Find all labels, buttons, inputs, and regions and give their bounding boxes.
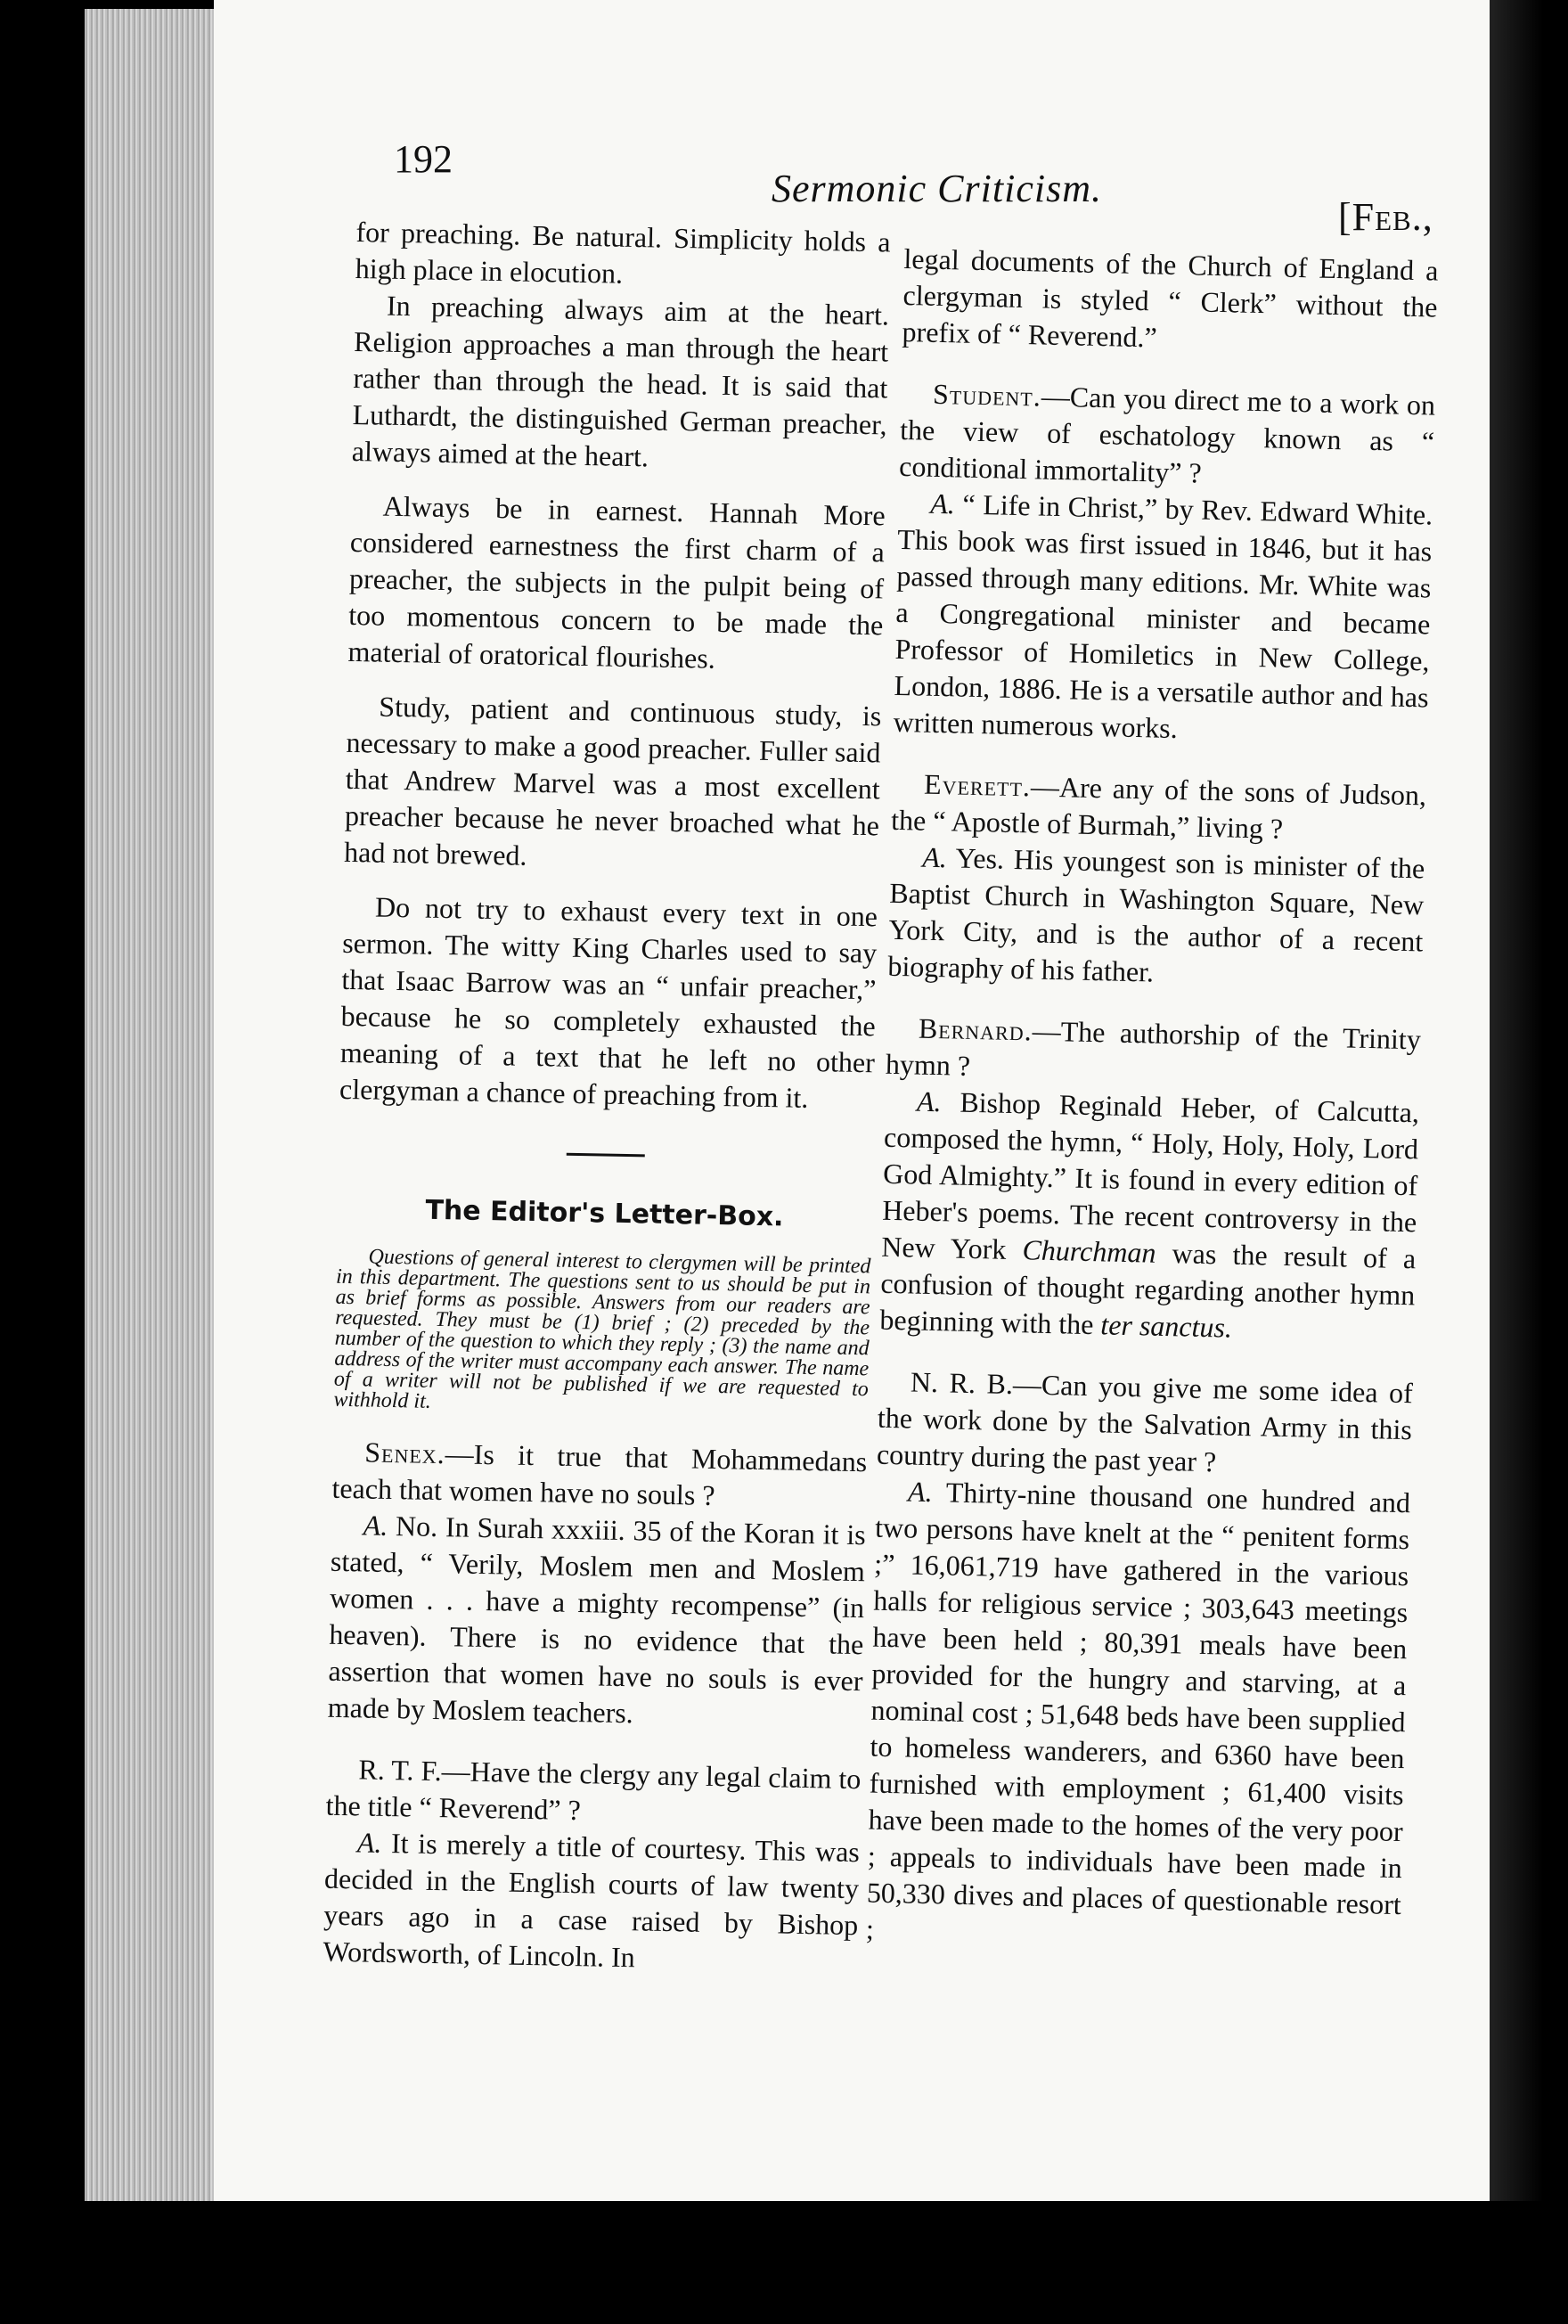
- page-edge: [85, 9, 227, 2210]
- question-everett: [891, 765, 1427, 851]
- answer-rtf: [323, 1824, 860, 1980]
- right-column: [866, 241, 1439, 1960]
- paragraph: legal documents of the Church of England a clergyman is styled “ Clerk” without the prefix of “ Reverend.”: [902, 241, 1439, 354]
- answer-text: “ Life in Christ,” by Rev. Edward White. This book was first issued in 1846, but it has passed through many editions. Mr. White was a Congregational minister and became Professor of Homiletics in New College, London, 1886. He is a versatile author and has written numerous works.: [893, 487, 1433, 745]
- answer-everett: [887, 839, 1425, 997]
- correspondent-name: Senex.: [363, 1436, 446, 1470]
- paragraph: In preaching always aim at the heart. Religion approaches a man through the heart rather than through the head. It is said that Luthardt, the distinguished German preacher, always aimed at the heart.: [351, 289, 890, 473]
- page-number: 192: [394, 137, 453, 181]
- running-date: [Feb.,: [1338, 195, 1433, 239]
- paragraph: Always be in earnest. Hannah More considered earnestness the first charm of a preacher, the subjects in the pulpit being of too momentous concern to be made the material of oratorical flourishes.: [347, 489, 886, 675]
- answer-label: A.: [929, 487, 956, 520]
- book-page: [214, 0, 1497, 2210]
- answer-text: Bishop Reginald Heber, of Calcutta, composed the hymn, “ Holy, Holy, Holy, Lord God Almighty.” It is found in every edition of Heber's poems. The recent controversy in the New York: [880, 1085, 1420, 1266]
- left-column: [323, 214, 891, 1980]
- question-student: [899, 375, 1436, 497]
- correspondent-name: Everett.: [923, 767, 1032, 803]
- paragraph: Study, patient and continuous study, is necessary to make a good preacher. Fuller said that Andrew Marvel was a most excellent preacher because he never broached what he had not brewed.: [343, 690, 882, 872]
- correspondent-name: N. R. B.: [910, 1365, 1014, 1401]
- question-text: —Can you give me some idea of the work done by the Salvation Army in this country during the past year ?: [876, 1368, 1414, 1478]
- answer-text-italic: Churchman: [1022, 1233, 1156, 1269]
- answer-text-italic: ter sanctus.: [1100, 1308, 1233, 1344]
- binding-shadow: [1490, 0, 1543, 2210]
- running-head: Sermonic Criticism.: [772, 167, 1102, 210]
- question-text: —Have the clergy any legal claim to the title “ Reverend” ?: [325, 1755, 862, 1827]
- section-divider: [567, 1153, 645, 1158]
- question-bernard: [886, 1010, 1422, 1095]
- answer-label: A.: [916, 1084, 943, 1118]
- paragraph: for preaching. Be natural. Simplicity holds a high place in elocution.: [355, 215, 891, 290]
- question-text: —Can you direct me to a work on the view of eschatology known as “ conditional immortality” ?: [898, 380, 1436, 489]
- answer-text: It is merely a title of courtesy. This was decided in the English courts of law twenty years ago in a case raised by Bishop Wordsworth, of Lincoln. In: [323, 1826, 861, 1974]
- answer-label: A.: [363, 1509, 388, 1542]
- answer-bernard: [879, 1083, 1419, 1351]
- answer-text: was the result of a confusion of thought regarding another hymn beginning with the: [879, 1236, 1417, 1341]
- question-text: —The authorship of the Trinity hymn ?: [885, 1014, 1422, 1082]
- question-nrb: [877, 1363, 1414, 1485]
- answer-nrb: [866, 1473, 1411, 1960]
- scan-background: [0, 2201, 1568, 2324]
- question-text: —Are any of the sons of Judson, the “ Apostle of Burmah,” living ?: [890, 770, 1427, 845]
- answer-student: [893, 485, 1433, 753]
- answer-text: Yes. His youngest son is minister of the Baptist Church in Washington Square, New York City, and is the author of a recent biography of his father.: [887, 841, 1425, 988]
- answer-text: No. In Surah xxxiii. 35 of the Koran it is stated, “ Verily, Moslem men and Moslem women . . . have a mighty recompense” (in heaven). There is no evidence that the assertion that women have no souls is ever made by Moslem teachers.: [327, 1509, 866, 1730]
- answer-label: A.: [921, 840, 948, 874]
- correspondent-name: R. T. F.: [358, 1753, 443, 1788]
- page-header: [214, 132, 1497, 239]
- letterbox-heading: The Editor's Letter-Box.: [425, 1194, 784, 1233]
- answer-label: A.: [907, 1475, 934, 1509]
- correspondent-name: Student.: [932, 377, 1042, 413]
- question-text: —Is it true that Mohammedans teach that women have no souls ?: [331, 1437, 868, 1511]
- answer-senex: [327, 1507, 866, 1736]
- correspondent-name: Bernard.: [918, 1011, 1033, 1047]
- answer-label: A.: [356, 1826, 382, 1859]
- letterbox-intro: Questions of general interest to clergymen will be printed in this department. The questions sent to us should be put in as brief forms as possible. Answers from our readers are requested. They must be (1) brief ; (2) preceded by the number of the question to which they reply ; (3) the name and address of the writer must accompany each answer. The name of a writer will not be published if we are requested to withhold it.: [333, 1245, 871, 1413]
- question-rtf: [325, 1751, 861, 1835]
- answer-text: Thirty-nine thousand one hundred and two persons have knelt at the “ penitent forms ;” 16,061,719 have gathered in the various halls for religious service ; 303,643 meetings have been held ; 80,391 meals have been provided for the hungry and starving, at a nominal cost ; 51,648 beds have been supplied to homeless wanderers, and 6360 have been furnished with employment ; 61,400 visits have been made to the homes of the very poor ; appeals to individuals have been made in 50,330 dives and places of questionable resort ;: [865, 1476, 1411, 1945]
- paragraph: Do not try to exhaust every text in one sermon. The witty King Charles used to say that Isaac Barrow was an “ unfair preacher,” because he so completely exhausted the meaning of a text that he left no other clergyman a chance of preaching from it.: [339, 890, 878, 1114]
- question-senex: [331, 1434, 867, 1518]
